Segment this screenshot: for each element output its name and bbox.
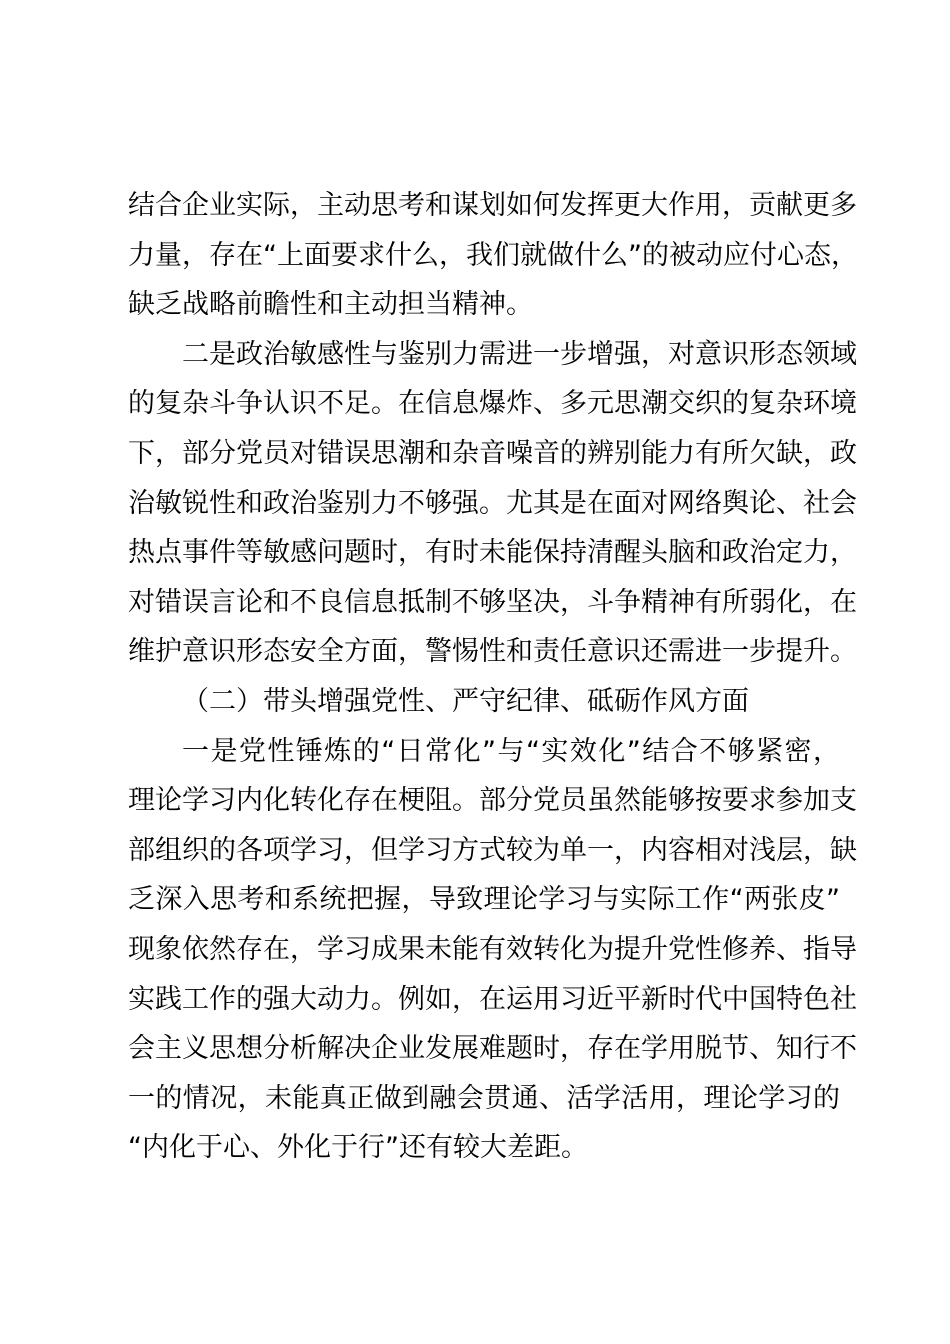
text-line: 维护意识形态安全方面，警惕性和责任意识还需进一步提升。 [128,636,857,668]
section-heading: （二）带头增强党性、严守纪律、砥砺作风方面 [182,685,749,717]
paragraph-start-line: 一是党性锤炼的“日常化”与“实效化”结合不够紧密， [182,735,840,767]
text-line: 部组织的各项学习，但学习方式较为单一，内容相对浅层，缺 [128,834,857,866]
paragraph-start-line: 二是政治敏感性与鉴别力需进一步增强，对意识形态领域 [182,338,857,370]
text-line: 会主义思想分析解决企业发展难题时，存在学用脱节、知行不 [128,1033,857,1065]
text-line: 结合企业实际，主动思考和谋划如何发挥更大作用，贡献更多 [128,190,857,221]
text-line: 力量，存在“上面要求什么，我们就做什么”的被动应付心态， [128,239,858,271]
text-line: 对错误言论和不良信息抵制不够坚决，斗争精神有所弱化，在 [128,586,857,618]
text-line: 现象依然存在，学习成果未能有效转化为提升党性修养、指导 [128,933,857,965]
text-line: 一的情况，未能真正做到融会贯通、活学活用，理论学习的 [128,1082,840,1114]
text-line: 治敏锐性和政治鉴别力不够强。尤其是在面对网络舆论、社会 [128,487,857,519]
text-line: 实践工作的强大动力。例如，在运用习近平新时代中国特色社 [128,983,857,1015]
text-line: 理论学习内化转化存在梗阻。部分党员虽然能够按要求参加支 [128,785,857,817]
text-line: 热点事件等敏感问题时，有时未能保持清醒头脑和政治定力， [128,537,857,569]
body-text [128,181,858,1173]
text-line: 的复杂斗争认识不足。在信息爆炸、多元思潮交织的复杂环境 [128,388,857,420]
text-line: 乏深入思考和系统把握，导致理论学习与实际工作“两张皮” [128,884,840,916]
text-line: 下，部分党员对错误思潮和杂音噪音的辨别能力有所欠缺，政 [128,437,857,469]
text-line: “内化于心、外化于行”还有较大差距。 [128,1132,588,1164]
text-line: 缺乏战略前瞻性和主动担当精神。 [128,289,533,321]
